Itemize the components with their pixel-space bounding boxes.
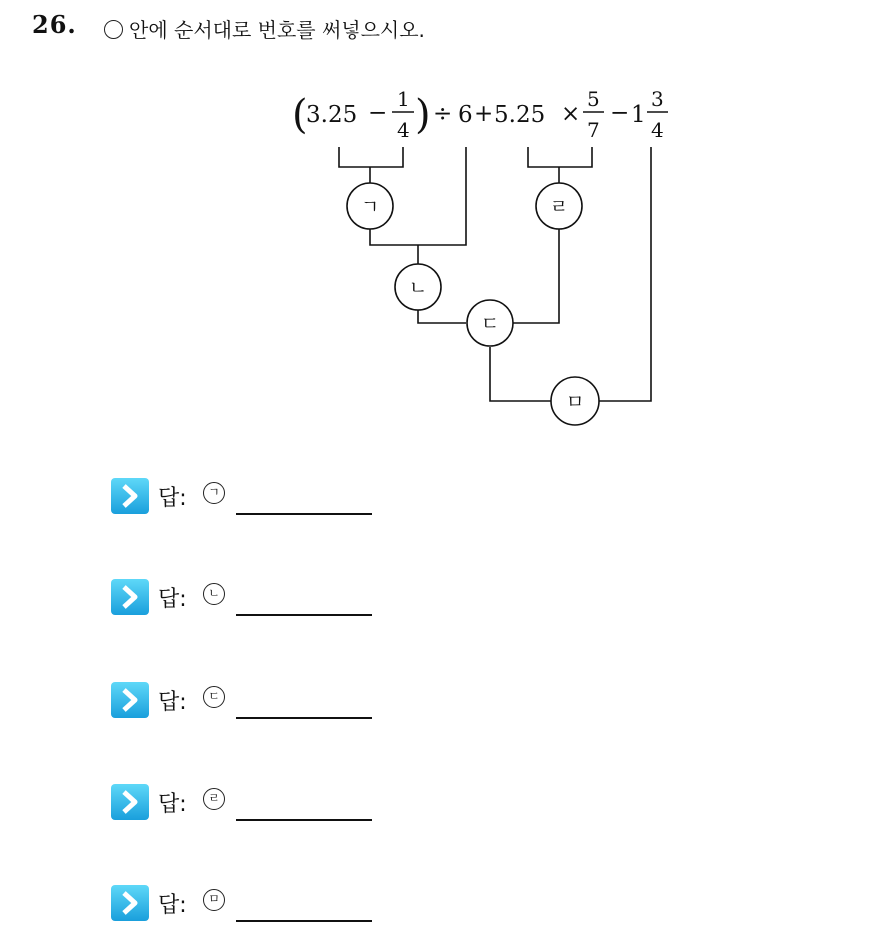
connector-c-to-e [490, 347, 551, 401]
answer-label: 답: [158, 486, 187, 511]
answer-blank-c[interactable] [236, 717, 372, 719]
operation-order-diagram [0, 0, 884, 440]
expr-six: 6 [458, 102, 473, 128]
expr-frac3-denominator: 4 [651, 118, 664, 142]
expr-minus-1: − [368, 100, 388, 126]
answer-blank-b[interactable] [236, 614, 372, 616]
expr-divide: ÷ [433, 101, 453, 127]
expr-open-paren: ( [292, 92, 308, 138]
node-label-e: ㅁ [565, 391, 585, 413]
answer-label: 답: [158, 690, 187, 715]
answer-mark-a: ㄱ [203, 482, 225, 504]
chevron-right-icon [110, 681, 150, 719]
expr-close-paren: ) [415, 92, 431, 138]
node-label-d: ㄹ [549, 196, 569, 218]
node-label-a: ㄱ [360, 196, 380, 218]
expr-minus-2: − [610, 100, 630, 126]
expr-frac1-denominator: 4 [397, 118, 410, 142]
connector-b-to-c [418, 310, 466, 323]
question-instruction: 안에 순서대로 번호를 써넣으시오. [129, 18, 425, 42]
expr-number-3-25: 3.25 [306, 102, 358, 128]
diagram-connectors [339, 147, 651, 401]
chevron-right-icon [110, 884, 150, 922]
answer-blank-d[interactable] [236, 819, 372, 821]
answer-mark-c: ㄷ [203, 686, 225, 708]
node-label-c: ㄷ [480, 313, 500, 335]
chevron-right-icon [110, 783, 150, 821]
bracket-multiplication [528, 147, 592, 167]
chevron-right-icon [110, 578, 150, 616]
answer-mark-d: ㄹ [203, 788, 225, 810]
connector-last-to-e [599, 147, 651, 401]
answer-mark-b: ㄴ [203, 583, 225, 605]
expr-number-5-25: 5.25 [494, 102, 546, 128]
node-label-b: ㄴ [408, 277, 428, 299]
answer-label: 답: [158, 587, 187, 612]
expr-plus: + [474, 101, 494, 127]
answer-label: 답: [158, 792, 187, 817]
answer-blank-a[interactable] [236, 513, 372, 515]
expr-frac2-denominator: 7 [587, 118, 600, 142]
connector-d-to-c [513, 229, 559, 323]
expr-frac1-numerator: 1 [397, 87, 410, 111]
expr-whole-one: 1 [631, 102, 646, 128]
question-number: 26. [32, 10, 77, 39]
expr-times: × [561, 101, 581, 127]
chevron-right-icon [110, 477, 150, 515]
expr-frac3-numerator: 3 [651, 87, 664, 111]
answer-mark-e: ㅁ [203, 889, 225, 911]
expr-frac2-numerator: 5 [587, 87, 600, 111]
bracket-subtraction [339, 147, 403, 167]
answer-blank-e[interactable] [236, 920, 372, 922]
answer-label: 답: [158, 893, 187, 918]
